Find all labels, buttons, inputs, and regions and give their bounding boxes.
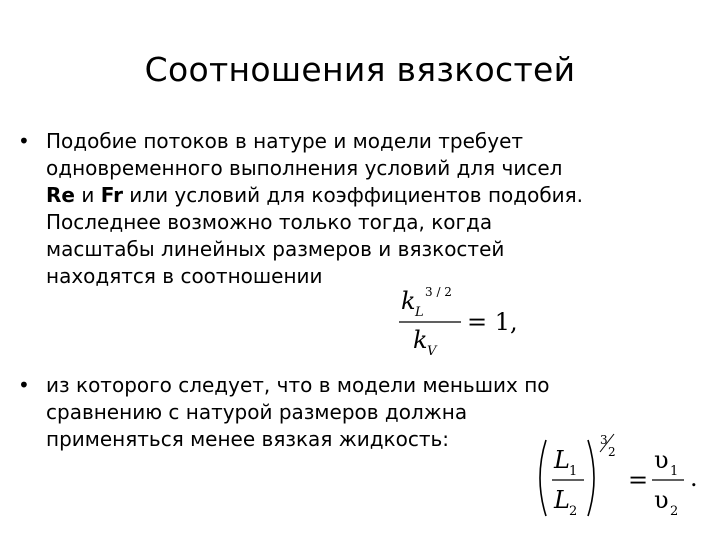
paragraph-1-line-6: находятся в соотношении (46, 264, 323, 288)
slide-title: Соотношения вязкостей (144, 50, 576, 89)
formula2-numerator-subscript: 1 (569, 464, 578, 479)
paragraph-1-line-5: масштабы линейных размеров и вязкостей (46, 237, 505, 261)
formula2-denominator-upsilon: υ (654, 486, 669, 514)
formula1-exponent: 3 / 2 (425, 285, 452, 299)
fr-number: Fr (100, 183, 123, 207)
formula2-exponent-numerator: 3 (600, 433, 608, 447)
formula2-equals: = (628, 466, 649, 494)
formula1-denominator-k: k (413, 326, 428, 354)
and-text: и (74, 183, 101, 207)
formula2-denominator-L: L (554, 486, 570, 514)
formula1-rhs: = 1, (467, 308, 518, 336)
re-number: Re (46, 183, 75, 207)
formula1-denominator-subscript: V (427, 344, 437, 359)
paragraph-1-line-2: одновременного выполнения условий для чисел (46, 156, 563, 180)
paragraph-2-line-2: сравнению с натурой размеров должна (46, 400, 468, 424)
formula-viscosity-ratio (530, 430, 710, 530)
paragraph-2-line-1: из которого следует, что в модели меньших по (46, 373, 550, 397)
formula2-left-paren (540, 440, 546, 516)
formula2-numerator-L: L (554, 446, 570, 474)
paragraph-2-line-3: применяться менее вязкая жидкость: (46, 427, 450, 451)
formula2-right-paren (588, 440, 594, 516)
formula2-period: . (690, 464, 698, 492)
paragraph-1-line-3 (46, 182, 706, 209)
paragraph-1-line-4: Последнее возможно только тогда, когда (46, 210, 493, 234)
formula1-numerator-subscript: L (415, 305, 424, 320)
bullet-marker-1: • (18, 129, 30, 153)
paragraph-1-line-1: Подобие потоков в натуре и модели требует (46, 129, 524, 153)
bullet-marker-2: • (18, 373, 30, 397)
paragraph-1 (46, 128, 706, 290)
formula1-numerator-k: k (401, 287, 416, 315)
paragraph-1-line-3-rest: или условий для коэффициентов подобия. (122, 183, 584, 207)
formula2-numerator-upsilon: υ (654, 446, 669, 474)
formula2-denominator-upsilon-subscript: 2 (670, 504, 679, 519)
formula2-numerator-upsilon-subscript: 1 (670, 464, 679, 479)
formula2-exponent-denominator: 2 (608, 445, 616, 459)
formula-scale-ratio (395, 282, 535, 362)
formula2-denominator-subscript: 2 (569, 504, 578, 519)
